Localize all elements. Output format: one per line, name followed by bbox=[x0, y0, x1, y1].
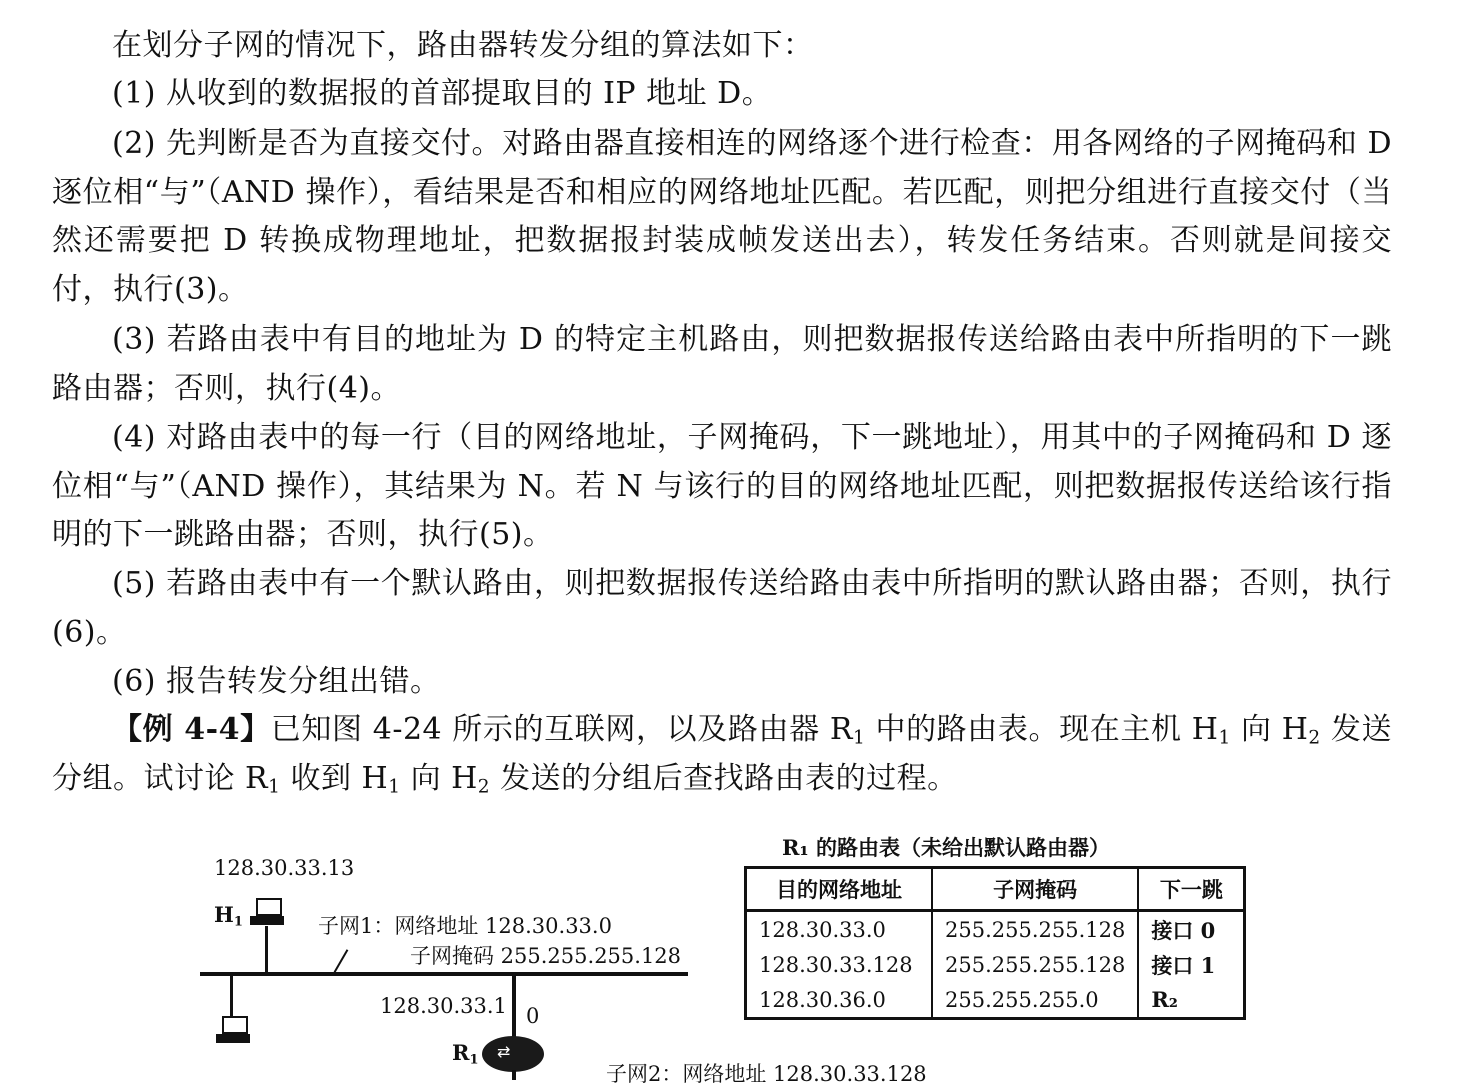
h1-label-text: H bbox=[214, 902, 234, 927]
table-cell: 128.30.33.128 bbox=[759, 952, 913, 977]
subscript: 1 bbox=[852, 727, 866, 749]
h1-drop-line bbox=[265, 926, 268, 972]
example-text: 向 H bbox=[1230, 712, 1309, 747]
table-cell: 128.30.33.0 bbox=[759, 917, 886, 942]
table-cell: 接口 1 bbox=[1138, 947, 1245, 982]
host2-drop-line bbox=[230, 976, 233, 1020]
subnet2-address-label: 子网2：网络地址 128.30.33.128 bbox=[606, 1062, 927, 1086]
router-ip-label: 128.30.33.1 bbox=[380, 994, 507, 1018]
paragraph-intro: 在划分子网的情况下，路由器转发分组的算法如下： bbox=[112, 28, 814, 63]
subscript: 2 bbox=[1308, 727, 1321, 749]
column-header: 子网掩码 bbox=[932, 868, 1138, 911]
routing-table bbox=[744, 866, 1246, 1020]
subnet1-pointer-line bbox=[334, 949, 349, 973]
table-cell: R₂ bbox=[1138, 982, 1245, 1019]
subscript: 1 bbox=[268, 776, 281, 798]
h1-label bbox=[214, 902, 243, 930]
subnet1-address-label: 子网1：网络地址 128.30.33.0 bbox=[318, 914, 612, 938]
router-label-text: R bbox=[452, 1040, 470, 1065]
column-header: 下一跳 bbox=[1138, 868, 1245, 911]
router-uplink-line bbox=[512, 976, 516, 1040]
table-cell: 255.255.255.128 bbox=[932, 911, 1138, 948]
paragraph-step-5: (5) 若路由表中有一个默认路由，则把数据报传送给路由表中所指明的默认路由器；否则，执行(6)。 bbox=[52, 566, 1392, 650]
subscript: 1 bbox=[388, 776, 401, 798]
table-header-row bbox=[746, 868, 1245, 911]
subscript: 1 bbox=[469, 1052, 479, 1068]
example-text: 发送分组。试讨论 R bbox=[52, 712, 1393, 796]
table-cell: 255.255.255.128 bbox=[932, 947, 1138, 982]
example-tag: 【例 4-4】 bbox=[112, 712, 271, 747]
example-text: 已知图 4-24 所示的互联网，以及路由器 R bbox=[270, 712, 853, 747]
table-cell: 128.30.36.0 bbox=[759, 987, 886, 1012]
table-row bbox=[746, 982, 1245, 1019]
subscript: 1 bbox=[1218, 727, 1231, 749]
paragraph-step-2: (2) 先判断是否为直接交付。对路由器直接相连的网络逐个进行检查：用各网络的子网掩码和 D 逐位相“与”（AND 操作），看结果是否和相应的网络地址匹配。若匹配，则把分组进行直接交付（当然还需要把 D 转换成物理地址，把数据报封装成帧发送出去），转发任务结束。否则就是间接交付，执行(3)。 bbox=[52, 126, 1392, 307]
subscript: 1 bbox=[233, 914, 243, 930]
router-downlink-line bbox=[512, 1070, 516, 1080]
example-text: 向 H bbox=[400, 760, 478, 796]
paragraph-step-3: (3) 若路由表中有目的地址为 D 的特定主机路由，则把数据报传送给路由表中所指明的下一跳路由器；否则，执行(4)。 bbox=[52, 322, 1392, 406]
paragraph-step-6: (6) 报告转发分组出错。 bbox=[112, 664, 441, 699]
subnet1-bus-line bbox=[200, 972, 688, 976]
subscript: 2 bbox=[477, 776, 491, 798]
paragraph-step-1: (1) 从收到的数据报的首部提取目的 IP 地址 D。 bbox=[112, 76, 773, 111]
router-port-label: 0 bbox=[526, 1004, 540, 1028]
example-text: 发送的分组后查找路由表的过程。 bbox=[490, 760, 958, 796]
paragraph-step-4: (4) 对路由表中的每一行（目的网络地址，子网掩码，下一跳地址），用其中的子网掩码和 D 逐位相“与”（AND 操作），其结果为 N。若 N 与该行的目的网络地址匹配，则把数据报传送给该行指明的下一跳路由器；否则，执行(5)。 bbox=[52, 420, 1392, 553]
column-header: 目的网络地址 bbox=[746, 868, 933, 911]
example-text: 中的路由表。现在主机 H bbox=[865, 712, 1219, 747]
table-row bbox=[746, 911, 1245, 948]
table-row bbox=[746, 947, 1245, 982]
h1-ip-label: 128.30.33.13 bbox=[214, 856, 355, 880]
table-cell: 255.255.255.0 bbox=[932, 982, 1138, 1019]
router-label bbox=[452, 1040, 479, 1068]
example-text: 收到 H bbox=[280, 760, 389, 796]
paragraph-example bbox=[52, 706, 1392, 803]
router-r1-icon: ⇄ bbox=[482, 1036, 544, 1072]
subnet1-mask-label: 子网掩码 255.255.255.128 bbox=[410, 944, 682, 968]
routing-table-title: R₁ 的路由表（未给出默认路由器） bbox=[782, 835, 1110, 860]
table-cell: 接口 0 bbox=[1138, 911, 1245, 948]
